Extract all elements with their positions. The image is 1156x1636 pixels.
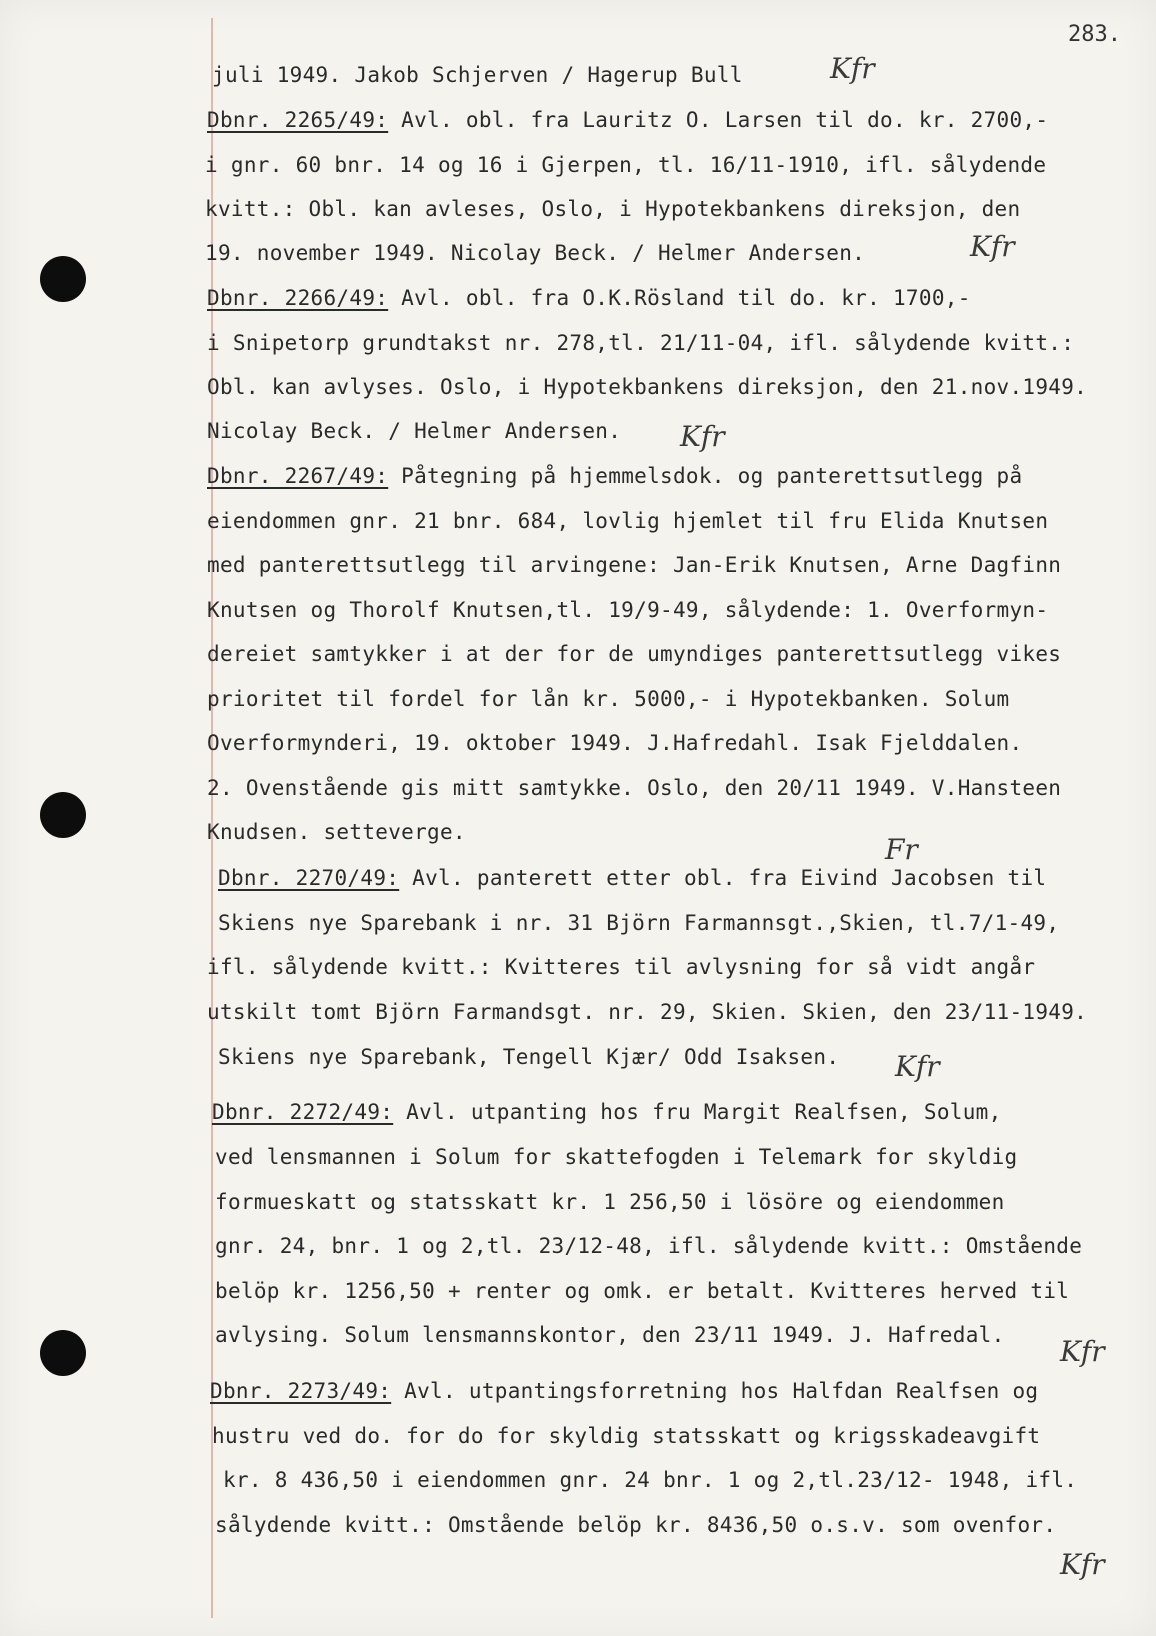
entry-text: Avl. utpanting hos fru Margit Realfsen, Solum,: [406, 1100, 1002, 1124]
text-line: utskilt tomt Björn Farmandsgt. nr. 29, Skien. Skien, den 23/11-1949.: [207, 1000, 1088, 1024]
page-number: 283.: [1068, 22, 1121, 47]
text-line: Skiens nye Sparebank, Tengell Kjær/ Odd Isaksen.: [218, 1045, 840, 1069]
punch-hole: [40, 1330, 86, 1376]
entry-line: [207, 285, 971, 311]
entry-text: Avl. panterett etter obl. fra Eivind Jacobsen til: [412, 866, 1047, 890]
text-line: Knudsen. setteverge.: [207, 820, 466, 844]
handwritten-initials: Kfr: [1060, 1548, 1105, 1581]
entry-text: Avl. obl. fra O.K.Rösland til do. kr. 1700,-: [401, 286, 971, 310]
text-line: formueskatt og statsskatt kr. 1 256,50 i lösöre og eiendommen: [215, 1190, 1005, 1214]
text-line: i gnr. 60 bnr. 14 og 16 i Gjerpen, tl. 16/11-1910, ifl. sålydende: [205, 153, 1047, 177]
text-line: sålydende kvitt.: Omstående belöp kr. 8436,50 o.s.v. som ovenfor.: [215, 1513, 1057, 1537]
entry-text: Avl. obl. fra Lauritz O. Larsen til do. kr. 2700,-: [401, 108, 1049, 132]
text-line: gnr. 24, bnr. 1 og 2,tl. 23/12-48, ifl. sålydende kvitt.: Omstående: [215, 1234, 1083, 1258]
text-line: kvitt.: Obl. kan avleses, Oslo, i Hypotekbankens direksjon, den: [205, 197, 1021, 221]
punch-hole: [40, 256, 86, 302]
text-line: belöp kr. 1256,50 + renter og omk. er betalt. Kvitteres herved til: [215, 1279, 1070, 1303]
handwritten-initials: Kfr: [970, 230, 1015, 263]
text-line: Obl. kan avlyses. Oslo, i Hypotekbankens direksjon, den 21.nov.1949.: [207, 375, 1088, 399]
entry-reference: Dbnr. 2273/49:: [210, 1379, 392, 1403]
text-line: 19. november 1949. Nicolay Beck. / Helmer Andersen.: [205, 241, 866, 265]
text-line: eiendommen gnr. 21 bnr. 684, lovlig hjemlet til fru Elida Knutsen: [207, 509, 1049, 533]
text-line: Knutsen og Thorolf Knutsen,tl. 19/9-49, sålydende: 1. Overformyn-: [207, 598, 1049, 622]
text-line: ved lensmannen i Solum for skattefogden i Telemark for skyldig: [215, 1145, 1018, 1169]
entry-line: [207, 107, 1048, 133]
entry-text: Avl. utpantingsforretning hos Halfdan Realfsen og: [404, 1379, 1039, 1403]
entry-reference: Dbnr. 2270/49:: [218, 866, 400, 890]
entry-line: [210, 1378, 1038, 1404]
handwritten-initials: Kfr: [895, 1050, 940, 1083]
text-line: Skiens nye Sparebank i nr. 31 Björn Farmannsgt.,Skien, tl.7/1-49,: [218, 911, 1060, 935]
text-line: ifl. sålydende kvitt.: Kvitteres til avlysning for så vidt angår: [207, 955, 1036, 979]
text-line: i Snipetorp grundtakst nr. 278,tl. 21/11-04, ifl. sålydende kvitt.:: [207, 331, 1075, 355]
entry-reference: Dbnr. 2272/49:: [212, 1100, 394, 1124]
handwritten-initials: Kfr: [680, 420, 725, 453]
text-line: Nicolay Beck. / Helmer Andersen.: [207, 419, 622, 443]
text-line: 2. Ovenstående gis mitt samtykke. Oslo, den 20/11 1949. V.Hansteen: [207, 776, 1062, 800]
entry-reference: Dbnr. 2265/49:: [207, 108, 389, 132]
entry-line: [218, 865, 1046, 891]
text-line: Overformynderi, 19. oktober 1949. J.Hafredahl. Isak Fjelddalen.: [207, 731, 1023, 755]
text-line: avlysing. Solum lensmannskontor, den 23/11 1949. J. Hafredal.: [215, 1323, 1005, 1347]
text-line: dereiet samtykker i at der for de umyndiges panterettsutlegg vikes: [207, 642, 1062, 666]
entry-reference: Dbnr. 2267/49:: [207, 464, 389, 488]
entry-reference: Dbnr. 2266/49:: [207, 286, 389, 310]
handwritten-initials: Kfr: [1060, 1335, 1105, 1368]
entry-line: [207, 463, 1022, 489]
text-line: juli 1949. Jakob Schjerven / Hagerup Bull: [212, 63, 743, 87]
text-line: kr. 8 436,50 i eiendommen gnr. 24 bnr. 1 og 2,tl.23/12- 1948, ifl.: [223, 1468, 1078, 1492]
entry-line: [212, 1099, 1002, 1125]
punch-hole: [40, 792, 86, 838]
handwritten-initials: Kfr: [830, 52, 875, 85]
entry-text: Påtegning på hjemmelsdok. og panterettsutlegg på: [401, 464, 1023, 488]
text-line: hustru ved do. for do for skyldig statsskatt og krigsskadeavgift: [212, 1424, 1041, 1448]
text-line: prioritet til fordel for lån kr. 5000,- i Hypotekbanken. Solum: [207, 687, 1010, 711]
text-line: med panterettsutlegg til arvingene: Jan-Erik Knutsen, Arne Dagfinn: [207, 553, 1062, 577]
handwritten-initials: Fr: [885, 833, 918, 866]
